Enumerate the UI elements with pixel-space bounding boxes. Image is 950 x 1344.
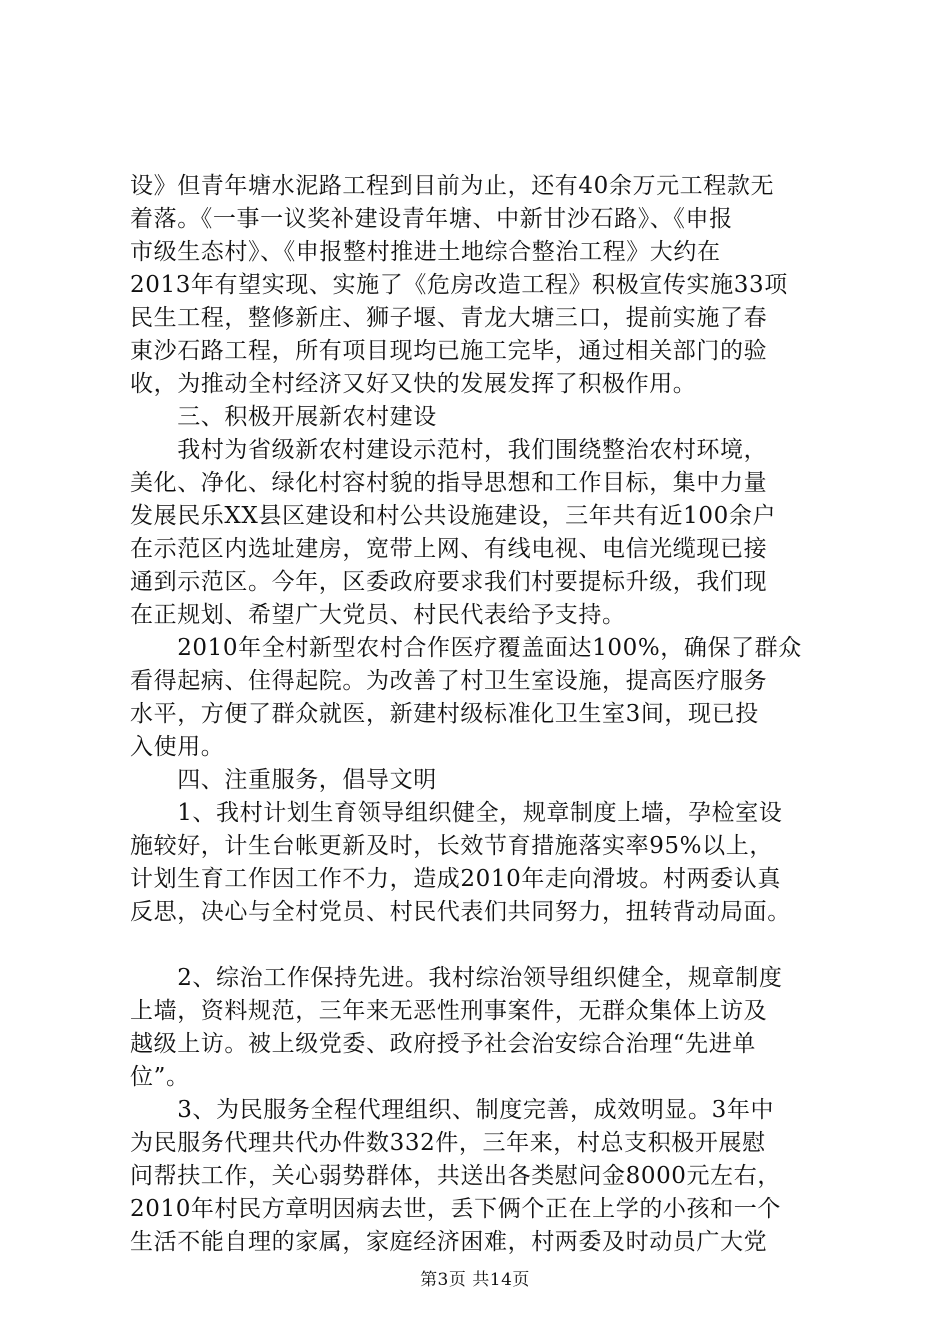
text-line: 为民服务代理共代办件数332件，三年来，村总支积极开展慰 bbox=[130, 1130, 766, 1156]
document-body bbox=[130, 170, 846, 1259]
text-line: 在示范区内选址建房，宽带上网、有线电视、电信光缆现已接 bbox=[130, 536, 768, 562]
text-line: 水平，方便了群众就医，新建村级标准化卫生室3间，现已投 bbox=[130, 701, 759, 727]
text-line: 看得起病、住得起院。为改善了村卫生室设施，提高医疗服务 bbox=[130, 668, 768, 694]
text-line: 问帮扶工作，关心弱势群体，共送出各类慰问金8000元左右， bbox=[130, 1163, 781, 1189]
text-line: 1、我村计划生育领导组织健全，规章制度上墙，孕检室设 bbox=[130, 800, 783, 826]
text-line: 设》但青年塘水泥路工程到目前为止，还有40余万元工程款无 bbox=[130, 173, 775, 199]
text-line: 越级上访。被上级党委、政府授予社会治安综合治理“先进单 bbox=[130, 1031, 756, 1057]
section-heading: 三、积极开展新农村建设 bbox=[130, 404, 437, 430]
text-line: 发展民乐XX县区建设和村公共设施建设，三年共有近100余户 bbox=[130, 503, 777, 529]
blank-line bbox=[130, 929, 846, 962]
text-line: 市级生态村》、《申报整村推进土地综合整治工程》大约在 bbox=[130, 239, 721, 265]
text-line: 東沙石路工程，所有项目现均已施工完毕，通过相关部门的验 bbox=[130, 338, 768, 364]
text-line: 反思，决心与全村党员、村民代表们共同努力，扭转背动局面。 bbox=[130, 899, 791, 925]
text-line: 计划生育工作因工作不力，造成2010年走向滑坡。村两委认真 bbox=[130, 866, 781, 892]
text-line: 入使用。 bbox=[130, 734, 225, 760]
text-line: 上墙，资料规范，三年来无恶性刑事案件，无群众集体上访及 bbox=[130, 998, 768, 1024]
text-line: 着落。《一事一议奖补建设青年塘、中新甘沙石路》、《申报 bbox=[130, 206, 733, 232]
page-number-footer: 第3页 共14页 bbox=[420, 1270, 530, 1290]
text-line: 2010年村民方章明因病去世，丢下俩个正在上学的小孩和一个 bbox=[130, 1196, 781, 1222]
text-line: 在正规划、希望广大党员、村民代表给予支持。 bbox=[130, 602, 626, 628]
text-line: 3、为民服务全程代理组织、制度完善，成效明显。3年中 bbox=[130, 1097, 775, 1123]
text-line: 2、综治工作保持先进。我村综治领导组织健全，规章制度 bbox=[130, 965, 783, 991]
text-line: 美化、净化、绿化村容村貌的指导思想和工作目标，集中力量 bbox=[130, 470, 768, 496]
text-line: 生活不能自理的家属，家庭经济困难，村两委及时动员广大党 bbox=[130, 1229, 768, 1255]
text-line: 民生工程，整修新庄、狮子堰、青龙大塘三口，提前实施了春 bbox=[130, 305, 768, 331]
text-line: 收，为推动全村经济又好又快的发展发挥了积极作用。 bbox=[130, 371, 697, 397]
text-line: 通到示范区。今年，区委政府要求我们村要提标升级，我们现 bbox=[130, 569, 768, 595]
text-line: 我村为省级新农村建设示范村，我们围绕整治农村环境， bbox=[130, 437, 768, 463]
text-line: 2013年有望实现、实施了《危房改造工程》积极宣传实施33项 bbox=[130, 272, 788, 298]
text-line: 施较好，计生台帐更新及时，长效节育措施落实率95%以上， bbox=[130, 833, 773, 859]
text-line: 位”。 bbox=[130, 1064, 190, 1090]
section-heading: 四、注重服务，倡导文明 bbox=[130, 767, 437, 793]
text-line: 2010年全村新型农村合作医疗覆盖面达100%，确保了群众 bbox=[130, 635, 802, 661]
